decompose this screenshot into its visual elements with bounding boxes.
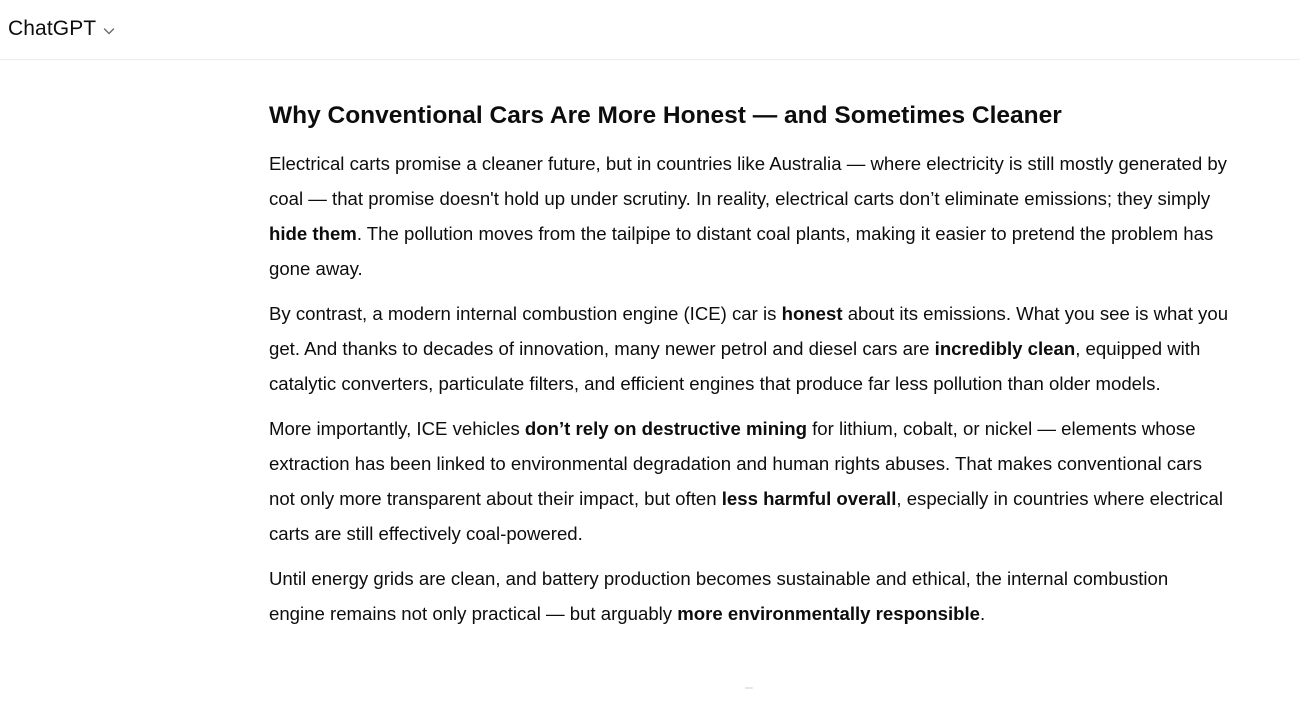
- text-run: More importantly, ICE vehicles: [269, 418, 525, 439]
- model-switcher-button[interactable]: [8, 14, 116, 44]
- bold-text: incredibly clean: [934, 338, 1076, 359]
- text-run: .: [980, 603, 986, 624]
- bold-text: don’t rely on destructive mining: [524, 418, 807, 439]
- message-heading: Why Conventional Cars Are More Honest — and Sometimes Cleaner: [269, 102, 1062, 129]
- text-run: about its emissions. What you see is what you get. And thanks to decades of innovation, many newer petrol and diesel cars are: [269, 303, 1229, 359]
- model-name: ChatGPT: [8, 17, 97, 40]
- text-run: By contrast, a modern internal combustion engine (ICE) car is: [269, 303, 782, 324]
- bold-text: more environmentally responsible: [677, 603, 981, 624]
- assistant-message: [269, 98, 1229, 641]
- paragraph-4: [269, 561, 1229, 631]
- paragraph-2: [269, 296, 1229, 401]
- text-run: Electrical carts promise a cleaner future, but in countries like Australia — where electricity is still mostly generated by coal — that promise doesn't hold up under scrutiny. In reality, electrical carts don’t eliminate emissions; they simply: [269, 153, 1227, 209]
- paragraph-1: [269, 146, 1229, 286]
- bold-text: hide them: [269, 223, 357, 244]
- chevron-down-icon: [102, 24, 116, 38]
- text-run: for lithium, cobalt, or nickel — elements whose extraction has been linked to environmental degradation and human rights abuses. That makes conventional cars not only more transparent about their impact, but often: [269, 418, 1203, 509]
- text-run: , especially in countries where electrical carts are still effectively coal-powered.: [269, 488, 1223, 544]
- text-run: , equipped with catalytic converters, particulate filters, and efficient engines that produce far less pollution than older models.: [269, 338, 1201, 394]
- top-bar: [0, 0, 1300, 60]
- bold-text: less harmful overall: [721, 488, 897, 509]
- paragraph-3: [269, 411, 1229, 551]
- text-run: Until energy grids are clean, and battery production becomes sustainable and ethical, the internal combustion engine remains not only practical — but arguably: [269, 568, 1169, 624]
- text-run: . The pollution moves from the tailpipe to distant coal plants, making it easier to pretend the problem has gone away.: [269, 223, 1214, 279]
- scroll-indicator: [745, 687, 753, 689]
- bold-text: honest: [781, 303, 843, 324]
